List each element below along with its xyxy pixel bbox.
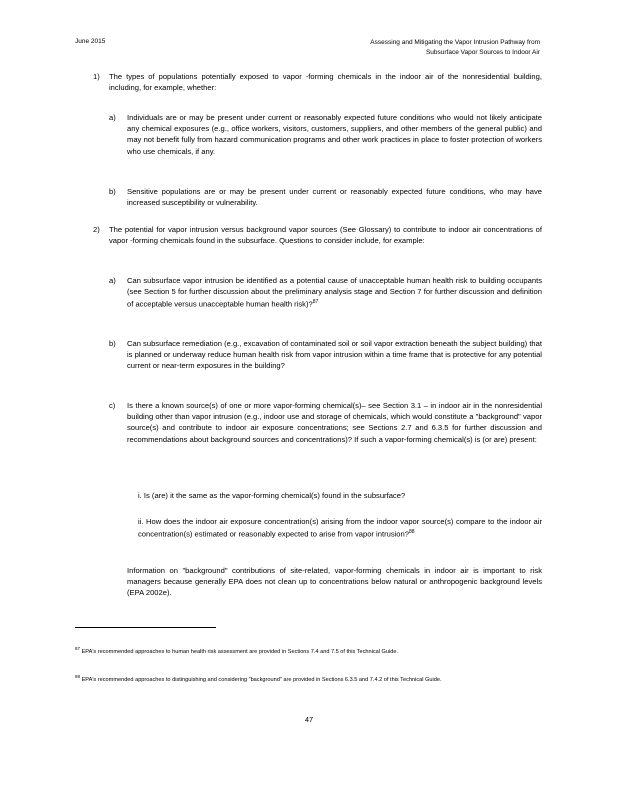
- item-2c-ii-body: ii. How does the indoor air exposure concentration(s) arising from the indoor vapor source(s) compare to the indoor air concentration(s) estimated or reasonably expected to arise from vapor intrusion?: [138, 517, 542, 539]
- header-title-line1: Assessing and Mitigating the Vapor Intrusion Pathway from: [370, 39, 540, 46]
- footnote-87: [75, 644, 540, 657]
- header-title-line2: Subsurface Vapor Sources to Indoor Air: [425, 49, 540, 56]
- item-2c-i-text: i. Is (are) it the same as the vapor-forming chemical(s) found in the subsurface?: [138, 491, 406, 500]
- footnote-88-number: 88: [75, 674, 81, 679]
- item-2b-label: b): [109, 339, 116, 348]
- item-2c-ii-text: [138, 516, 542, 540]
- item-1a-label: a): [109, 113, 116, 122]
- item-2b-text: Can subsurface remediation (e.g., excavation of contaminated soil or soil vapor extraction beneath the subject building) that is planned or underway reduce human health risk from vapor intrusion within a time frame that is protective for any potential current or near-term exposures in the building?: [127, 339, 542, 371]
- footnote-divider: [75, 627, 216, 628]
- page-number: 47: [304, 715, 314, 724]
- footnote-ref-88: 88: [408, 529, 415, 536]
- footnote-87-text: EPA's recommended approaches to human health risk assessment are provided in Sections 7.4 and 7.5 of this Technical Guide.: [81, 648, 399, 655]
- item-1-text: The types of populations potentially exposed to vapor -forming chemicals in the indoor air of the nonresidential building, including, for example, whether:: [109, 72, 542, 93]
- item-1b-label: b): [109, 187, 116, 196]
- item-2a-text: [127, 275, 542, 310]
- item-2-text: The potential for vapor intrusion versus background vapor sources (See Glossary) to contribute to indoor air concentrations of vapor -forming chemicals found in the subsurface. Questions to consider include, for example:: [109, 225, 542, 246]
- item-2-number: 2): [93, 225, 100, 234]
- background-info-paragraph: Information on "background" contributions of site-related, vapor-forming chemicals in indoor air is important to risk managers because generally EPA does not clean up to concentrations below natural or anthropogenic background levels (EPA 2002e).: [127, 566, 542, 598]
- item-1a-text: Individuals are or may be present under current or reasonably expected future conditions who would not likely anticipate any chemical exposures (e.g., office workers, visitors, customers, suppliers, and other members of the general public) and may not benefit fully from hazard communication programs and other work practices in place to foster protection of workers who use chemicals, if any.: [127, 113, 542, 156]
- footnote-ref-87: 87: [312, 299, 319, 306]
- header-title: [370, 38, 540, 58]
- item-1b-text: Sensitive populations are or may be present under current or reasonably expected future conditions, who may have increased susceptibility or vulnerability.: [127, 187, 542, 208]
- footnote-87-number: 87: [75, 646, 81, 651]
- item-2a-body: Can subsurface vapor intrusion be identified as a potential cause of unacceptable human health risk to building occupants (see Section 5 for further discussion about the preliminary analysis stage and Section 7 for further discussion and definition of acceptable versus unacceptable human health risk)?: [127, 276, 542, 309]
- footnote-88: [75, 672, 540, 685]
- header-date: June 2015: [75, 38, 106, 45]
- item-1-number: 1): [93, 72, 100, 81]
- item-2c-text: Is there a known source(s) of one or more vapor-forming chemical(s)– see Section 3.1 – in indoor air in the nonresidential building other than vapor intrusion (e.g., indoor use and storage of chemicals, which would constitute a "background" vapor source(s) and contribute to indoor air exposure concentrations; see Sections 2.7 and 6.3.5 for further discussion and recommendations about background sources and concentrations)? If such a vapor-forming chemical(s) is (or are) present:: [127, 401, 542, 444]
- item-2a-label: a): [109, 276, 116, 285]
- item-2c-label: c): [109, 401, 116, 410]
- footnote-88-text: EPA's recommended approaches to distinguishing and considering "background" are provided in Sections 6.3.5 and 7.4.2 of this Technical Guide.: [81, 676, 442, 683]
